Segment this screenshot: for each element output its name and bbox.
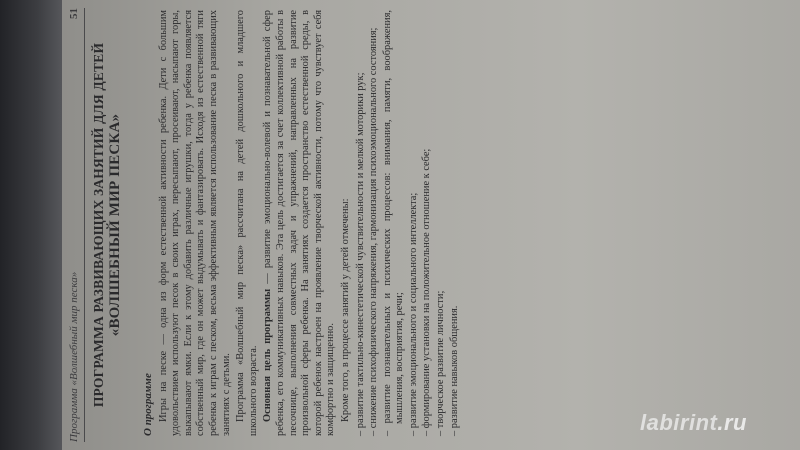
book-page bbox=[62, 0, 800, 450]
title-line-2: «ВОЛШЕБНЫЙ МИР ПЕСКА» bbox=[107, 113, 123, 337]
list-item: – развитие эмоционального и социального интеллекта; bbox=[407, 192, 419, 436]
list-item: – развитие навыков общения. bbox=[448, 305, 460, 436]
paragraph-age-range: Программа «Волшебный мир песка» рассчитана на детей дошкольного и младшего школьного возраста. bbox=[235, 10, 259, 436]
page-number: 51 bbox=[68, 8, 80, 19]
goal-text: — развитие эмоционально-волевой и познавательной сфер ребенка, его коммуникативных навыков. Эта цель достигается за счет коллективной работы в песочнице, выполнения совместных задач и упражнений, направленных на развитие произвольной сферы ребенка. На занятиях создается пространство естественной среды, в которой ребенок настроен на проявление творческой активности, потому что чувствует себя комфортно и защищенно. bbox=[262, 10, 337, 436]
list-item: – развитие познавательных и психических процессов: внимания, памяти, воображения, мышления, восприятия, речи; bbox=[381, 10, 406, 436]
page-body bbox=[138, 10, 462, 436]
rotated-page-content bbox=[62, 0, 800, 450]
goal-label: Основная цель программы bbox=[262, 288, 274, 422]
program-title bbox=[90, 10, 124, 440]
watermark-suffix: .ru bbox=[717, 410, 747, 435]
list-item: – творческое развитие личности; bbox=[435, 290, 447, 436]
title-line-1: ПРОГРАММА РАЗВИВАЮЩИХ ЗАНЯТИЙ ДЛЯ ДЕТЕЙ bbox=[91, 42, 106, 408]
running-title: Программа «Волшебный мир песка» bbox=[68, 271, 80, 442]
results-intro: Кроме того, в процессе занятий у детей отмечены: bbox=[339, 198, 351, 422]
list-item: – развитие тактильно-кинестетической чувствительности и мелкой моторики рук; bbox=[354, 72, 366, 436]
watermark-text: labirint bbox=[640, 410, 718, 435]
running-header bbox=[68, 8, 85, 442]
list-item: – снижение психофизического напряжения, гармонизация психоэмоционального состояния; bbox=[368, 27, 380, 436]
labirint-watermark bbox=[640, 410, 747, 436]
paragraph-goal bbox=[262, 10, 338, 436]
list-item: – формирование установки на положительное отношение к себе; bbox=[421, 148, 433, 436]
paragraph-sand-play: Игры на песке — одна из форм естественной активности ребенка. Дети с большим удовольствием используют песок в своих играх, пересыпают, просеивают, насыпают горы, выкапывают ямки. Если к этому добавить различные игрушки, тогда у ребенка появляется собственный мир, где он может выдумывать и фантазировать. Исходя из естественной тяги ребенка к играм с песком, весьма эффективным является использование песка в развивающих занятиях с детьми. bbox=[157, 10, 232, 436]
results-list bbox=[355, 10, 462, 436]
book-spine-shadow bbox=[0, 0, 62, 450]
section-heading: О программе bbox=[142, 373, 154, 436]
